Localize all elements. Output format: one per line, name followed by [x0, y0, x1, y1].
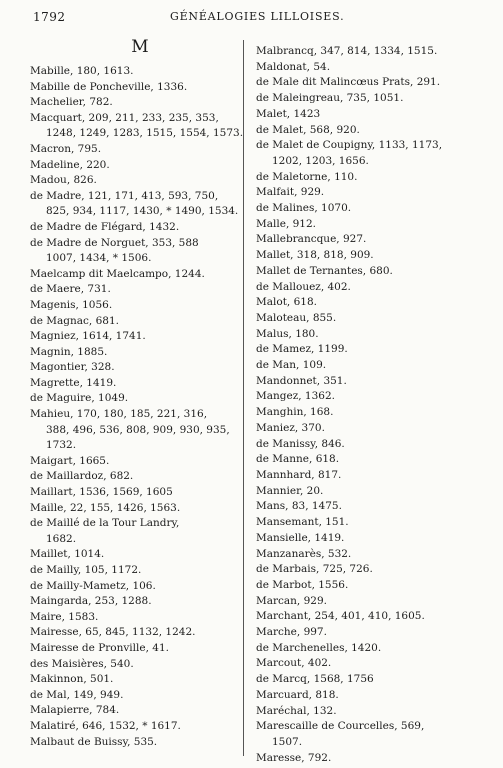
index-entry	[256, 232, 476, 248]
entry-text: de Mallouez, 402.	[256, 280, 351, 293]
left-entry-list	[30, 64, 250, 750]
entry-text: de Malet, 568, 920.	[256, 123, 360, 136]
entry-text: Mairesse, 65, 845, 1132, 1242.	[30, 626, 196, 639]
index-entry	[256, 295, 476, 311]
index-entry	[30, 282, 250, 298]
index-entry	[256, 609, 476, 625]
entry-text: Macron, 795.	[30, 142, 102, 155]
index-entry	[256, 452, 476, 468]
index-entry	[30, 111, 250, 142]
index-entry	[256, 515, 476, 531]
entry-text: Mans, 83, 1475.	[256, 500, 342, 513]
entry-text: de Maillardoz, 682.	[30, 470, 134, 483]
index-entry	[30, 641, 250, 657]
left-column	[30, 36, 250, 750]
entry-text: Mallebrancque, 927.	[256, 233, 367, 246]
index-entry	[30, 547, 250, 563]
entry-text: Malbaut de Buissy, 535.	[30, 735, 158, 748]
entry-text: Malot, 618.	[256, 296, 317, 309]
index-entry	[256, 547, 476, 563]
index-entry	[256, 594, 476, 610]
index-entry	[30, 454, 250, 470]
entry-text: de Marcq, 1568, 1756	[256, 673, 374, 686]
index-entry	[256, 672, 476, 688]
index-entry	[30, 236, 250, 267]
index-entry	[30, 579, 250, 595]
entry-text: Maillart, 1536, 1569, 1605	[30, 486, 173, 499]
entry-text: Maniez, 370.	[256, 421, 325, 434]
index-entry	[256, 468, 476, 484]
index-entry	[30, 688, 250, 704]
entry-continuation: 1248, 1249, 1283, 1515, 1554, 1573.	[46, 127, 244, 140]
index-entry	[30, 407, 250, 454]
entry-text: de Mal, 149, 949.	[30, 688, 124, 701]
entry-text: Madou, 826.	[30, 174, 97, 187]
entry-text: de Male dit Malincœus Prats, 291.	[256, 76, 441, 89]
entry-text: Maillet, 1014.	[30, 548, 105, 561]
entry-text: Marcan, 929.	[256, 594, 327, 607]
entry-continuation: 1732.	[46, 439, 77, 452]
index-entry	[256, 91, 476, 107]
index-entry	[30, 469, 250, 485]
page-header	[0, 8, 503, 28]
entry-continuation: 1682.	[46, 532, 77, 545]
entry-text: Marcout, 402.	[256, 657, 332, 670]
entry-text: Magniez, 1614, 1741.	[30, 330, 146, 343]
index-entry	[256, 531, 476, 547]
index-entry	[30, 298, 250, 314]
index-entry	[256, 499, 476, 515]
index-entry	[30, 314, 250, 330]
index-entry	[256, 248, 476, 264]
entry-text: de Manne, 618.	[256, 453, 340, 466]
entry-text: de Maletorne, 110.	[256, 170, 358, 183]
running-title: GÉNÉALOGIES LILLOISES.	[170, 10, 345, 23]
index-entry	[256, 405, 476, 421]
entry-text: Madeline, 220.	[30, 158, 110, 171]
index-entry	[256, 389, 476, 405]
index-entry	[30, 657, 250, 673]
index-entry	[30, 158, 250, 174]
index-entry	[256, 751, 476, 767]
entry-text: Maresse, 792.	[256, 751, 332, 764]
entry-text: Marescaille de Courcelles, 569,	[256, 720, 425, 733]
entry-text: de Marbot, 1556.	[256, 578, 349, 591]
index-entry	[256, 342, 476, 358]
entry-text: de Magnac, 681.	[30, 314, 119, 327]
index-entry	[256, 107, 476, 123]
index-entry	[30, 610, 250, 626]
entry-text: Maire, 1583.	[30, 610, 99, 623]
page-number: 1792	[33, 10, 66, 24]
entry-text: de Maere, 731.	[30, 283, 111, 296]
index-entry	[256, 578, 476, 594]
index-entry	[30, 594, 250, 610]
entry-text: Mannier, 20.	[256, 484, 324, 497]
section-letter: M	[131, 37, 149, 57]
entry-text: Maelcamp dit Maelcampo, 1244.	[30, 267, 205, 280]
entry-text: de Malet de Coupigny, 1133, 1173,	[256, 139, 443, 152]
index-entry	[30, 563, 250, 579]
index-entry	[30, 80, 250, 96]
index-entry	[30, 173, 250, 189]
entry-text: Mabille, 180, 1613.	[30, 65, 134, 77]
entry-text: de Maillé de la Tour Landry,	[30, 517, 180, 530]
index-entry	[256, 562, 476, 578]
index-entry	[256, 201, 476, 217]
index-entry	[30, 64, 250, 80]
index-entry	[256, 327, 476, 343]
index-entry	[30, 189, 250, 220]
entry-text: de Marbais, 725, 726.	[256, 563, 373, 576]
entry-text: Mallet, 318, 818, 909.	[256, 249, 374, 262]
entry-text: de Marchenelles, 1420.	[256, 641, 382, 654]
entry-text: Magontier, 328.	[30, 361, 115, 374]
entry-text: Mangez, 1362.	[256, 390, 335, 403]
entry-text: Marche, 997.	[256, 626, 327, 639]
entry-text: Malus, 180.	[256, 327, 319, 340]
index-entry	[256, 123, 476, 139]
index-entry	[256, 625, 476, 641]
index-entry	[256, 656, 476, 672]
entry-text: Maldonat, 54.	[256, 60, 331, 73]
index-entry	[256, 437, 476, 453]
entry-text: Mansemant, 151.	[256, 516, 349, 529]
index-entry	[30, 142, 250, 158]
entry-text: de Mamez, 1199.	[256, 343, 348, 356]
index-entry	[256, 719, 476, 750]
index-entry	[256, 641, 476, 657]
index-entry	[256, 704, 476, 720]
index-entry	[30, 360, 250, 376]
index-entry	[256, 75, 476, 91]
index-entry	[256, 185, 476, 201]
right-column	[256, 44, 476, 766]
entry-text: Manzanarès, 532.	[256, 547, 352, 560]
entry-text: Mannhard, 817.	[256, 468, 342, 481]
entry-text: de Maleingreau, 735, 1051.	[256, 92, 404, 105]
entry-continuation: 1007, 1434, * 1506.	[46, 252, 152, 265]
index-entry	[30, 376, 250, 392]
index-entry	[30, 672, 250, 688]
index-entry	[256, 60, 476, 76]
entry-text: Malle, 912.	[256, 217, 316, 230]
entry-text: Malet, 1423	[256, 107, 321, 120]
entry-continuation: 1507.	[272, 735, 303, 748]
column-divider	[243, 40, 244, 756]
right-entry-list	[256, 44, 476, 766]
entry-text: de Manissy, 846.	[256, 437, 345, 450]
index-entry	[256, 688, 476, 704]
index-entry	[30, 391, 250, 407]
index-entry	[30, 95, 250, 111]
entry-text: de Mailly, 105, 1172.	[30, 564, 142, 576]
index-entry	[30, 267, 250, 283]
index-entry	[30, 703, 250, 719]
entry-text: Mandonnet, 351.	[256, 374, 347, 387]
entry-text: Marcuard, 818.	[256, 688, 339, 701]
index-entry	[256, 138, 476, 169]
entry-text: Maloteau, 855.	[256, 311, 337, 324]
entry-text: Marchant, 254, 401, 410, 1605.	[256, 610, 425, 623]
entry-text: Maingarda, 253, 1288.	[30, 595, 152, 608]
entry-text: Maréchal, 132.	[256, 704, 337, 717]
entry-text: Makinnon, 501.	[30, 673, 114, 686]
entry-continuation: 825, 934, 1117, 1430, * 1490, 1534.	[46, 205, 239, 218]
index-entry	[256, 311, 476, 327]
entry-text: Mairesse de Pronville, 41.	[30, 641, 169, 654]
entry-text: Maigart, 1665.	[30, 454, 110, 467]
entry-text: Macquart, 209, 211, 233, 235, 353,	[30, 111, 219, 124]
entry-text: Mahieu, 170, 180, 185, 221, 316,	[30, 408, 208, 421]
entry-continuation: 1202, 1203, 1656.	[272, 154, 369, 167]
index-entry	[30, 485, 250, 501]
entry-text: de Malines, 1070.	[256, 202, 352, 215]
entry-text: de Maguire, 1049.	[30, 392, 129, 405]
index-entry	[256, 280, 476, 296]
entry-text: de Madre, 121, 171, 413, 593, 750,	[30, 189, 219, 202]
index-entry	[30, 345, 250, 361]
entry-text: Magnin, 1885.	[30, 345, 108, 358]
entry-text: Mansielle, 1419.	[256, 531, 345, 544]
index-entry	[30, 220, 250, 236]
entry-text: de Man, 109.	[256, 359, 327, 372]
index-entry	[30, 516, 250, 547]
index-entry	[256, 264, 476, 280]
index-entry	[256, 421, 476, 437]
index-entry	[256, 484, 476, 500]
entry-text: Maille, 22, 155, 1426, 1563.	[30, 501, 181, 514]
index-entry	[30, 625, 250, 641]
entry-continuation: 388, 496, 536, 808, 909, 930, 935,	[46, 423, 230, 436]
index-entry	[30, 501, 250, 517]
entry-text: Malatiré, 646, 1532, * 1617.	[30, 719, 181, 732]
entry-text: Mallet de Ternantes, 680.	[256, 264, 393, 277]
index-entry	[256, 170, 476, 186]
entry-text: Mabille de Poncheville, 1336.	[30, 80, 188, 93]
index-entry	[30, 735, 250, 751]
entry-text: de Mailly-Mametz, 106.	[30, 579, 156, 592]
index-entry	[256, 44, 476, 60]
entry-text: Machelier, 782.	[30, 96, 113, 109]
entry-text: de Madre de Norguet, 353, 588	[30, 236, 199, 249]
entry-text: des Maisières, 540.	[30, 657, 134, 670]
index-entry	[256, 358, 476, 374]
index-entry	[30, 329, 250, 345]
entry-text: Malbrancq, 347, 814, 1334, 1515.	[256, 45, 438, 57]
entry-text: de Madre de Flégard, 1432.	[30, 220, 180, 233]
entry-text: Malapierre, 784.	[30, 704, 120, 717]
entry-text: Magenis, 1056.	[30, 298, 113, 311]
index-entry	[256, 217, 476, 233]
entry-text: Malfait, 929.	[256, 186, 325, 199]
entry-text: Magrette, 1419.	[30, 376, 117, 389]
index-entry	[256, 374, 476, 390]
index-entry	[30, 719, 250, 735]
entry-text: Manghin, 168.	[256, 406, 334, 419]
